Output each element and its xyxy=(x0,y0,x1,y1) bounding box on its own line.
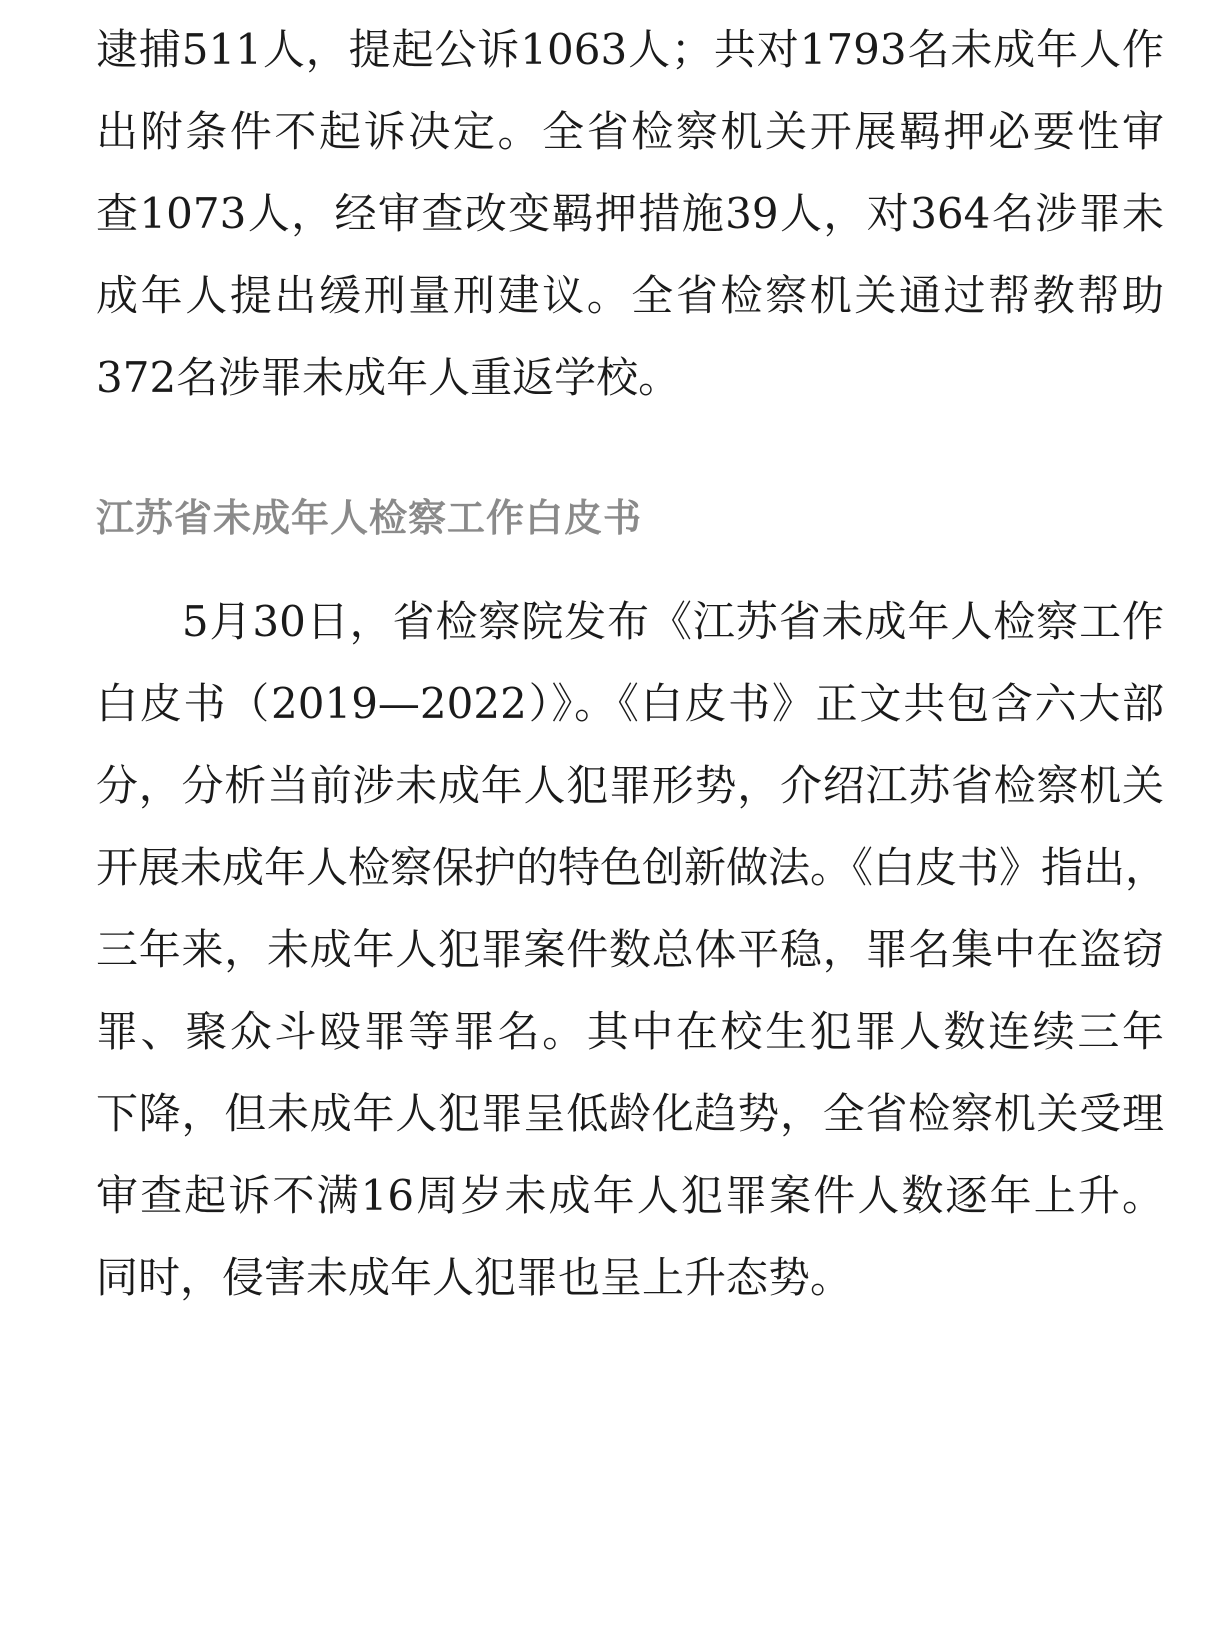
text-line: 三年来，未成年人犯罪案件数总体平稳，罪名集中在盗窃 xyxy=(96,925,1164,974)
text-line: 出附条件不起诉决定。全省检察机关开展羁押必要性审 xyxy=(96,107,1164,156)
text-line: 分，分析当前涉未成年人犯罪形势，介绍江苏省检察机关 xyxy=(96,761,1164,810)
text-line: 审查起诉不满16周岁未成年人犯罪案件人数逐年上升。 xyxy=(96,1171,1164,1220)
text-line: 白皮书（2019—2022）》。《白皮书》正文共包含六大部 xyxy=(96,679,1164,728)
text-line: 372名涉罪未成年人重返学校。 xyxy=(96,353,681,402)
text-line: 下降，但未成年人犯罪呈低龄化趋势，全省检察机关受理 xyxy=(96,1089,1164,1138)
text-line: 罪、聚众斗殴罪等罪名。其中在校生犯罪人数连续三年 xyxy=(96,1007,1164,1056)
text-line: 成年人提出缓刑量刑建议。全省检察机关通过帮教帮助 xyxy=(96,271,1164,320)
text-line: 逮捕511人，提起公诉1063人；共对1793名未成年人作 xyxy=(96,25,1164,74)
text-line: 开展未成年人检察保护的特色创新做法。《白皮书》指出， xyxy=(96,843,1168,892)
text-line: 同时，侵害未成年人犯罪也呈上升态势。 xyxy=(96,1253,853,1302)
text-line: 5月30日，省检察院发布《江苏省未成年人检察工作 xyxy=(96,597,1164,646)
section-heading: 江苏省未成年人检察工作白皮书 xyxy=(96,496,643,540)
paragraph-white-paper xyxy=(96,581,1168,1319)
paragraph-statistics xyxy=(96,9,1164,419)
text-line: 查1073人，经审查改变羁押措施39人，对364名涉罪未 xyxy=(96,189,1164,238)
